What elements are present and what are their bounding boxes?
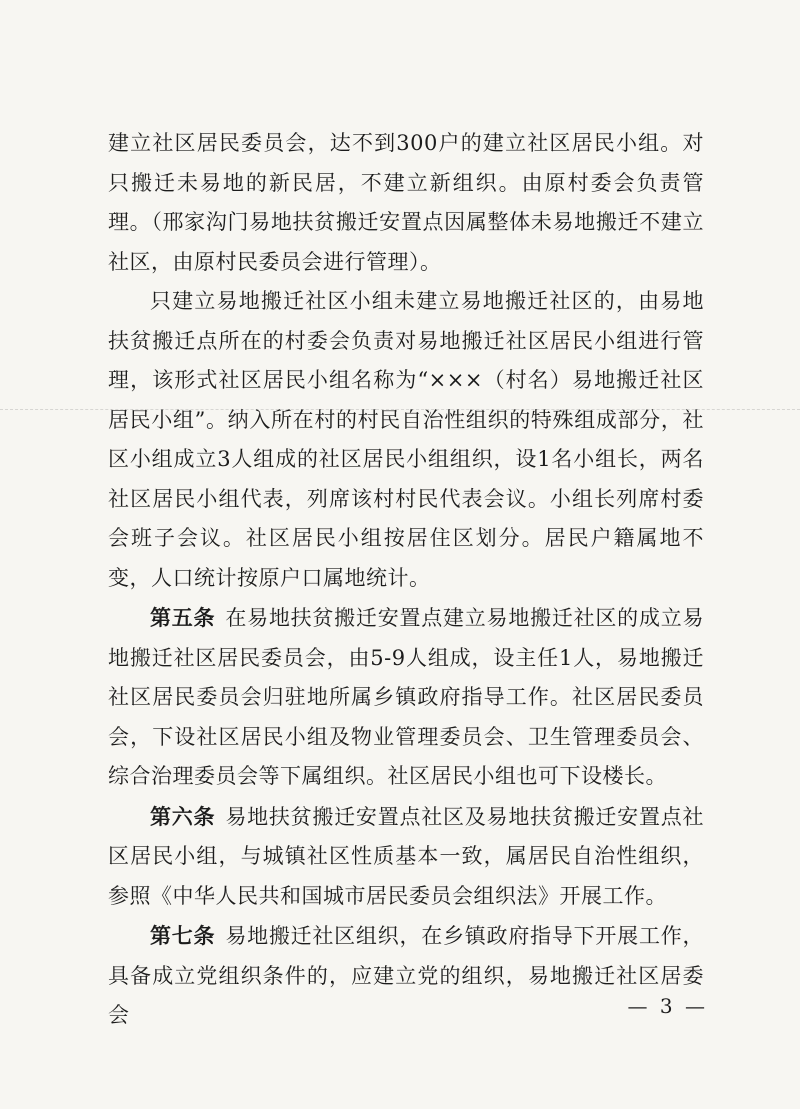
page-number: — 3 — (627, 994, 708, 1018)
scan-artifact-line (0, 409, 800, 410)
article-5 (108, 598, 704, 797)
paragraph-2 (108, 282, 704, 598)
article-6 (108, 797, 704, 917)
article-heading: 第五条 (150, 605, 216, 630)
article-7 (108, 916, 704, 1036)
paragraph-text: 易地扶贫搬迁安置点社区及易地扶贫搬迁安置点社区居民小组，与城镇社区性质基本一致，属居民自治性组织，参照《中华人民共和国城市居民委员会组织法》开展工作。 (108, 804, 704, 908)
paragraph-1 (108, 124, 704, 282)
document-body (108, 124, 704, 1036)
article-heading: 第六条 (150, 803, 216, 829)
paragraph-text: 建立社区居民委员会，达不到300户的建立社区居民小组。对只搬迁未易地的新民居，不建立新组织。由原村委会负责管理。（邢家沟门易地扶贫搬迁安置点因属整体未易地搬迁不建立社区，由原村民委员会进行管理）。 (108, 131, 704, 274)
article-heading: 第七条 (150, 923, 216, 948)
paragraph-text: 在易地扶贫搬迁安置点建立易地搬迁社区的成立易地搬迁社区居民委员会，由5-9人组成，设主任1人，易地搬迁社区居民委员会归驻地所属乡镇政府指导工作。社区居民委员会，下设社区居民小组及物业管理委员会、卫生管理委员会、综合治理委员会等下属组织。社区居民小组也可下设楼长。 (108, 606, 704, 788)
paragraph-text: 易地搬迁社区组织，在乡镇政府指导下开展工作，具备成立党组织条件的，应建立党的组织，易地搬迁社区居委会 (108, 924, 704, 1027)
paragraph-text: 只建立易地搬迁社区小组未建立易地搬迁社区的，由易地扶贫搬迁点所在的村委会负责对易地搬迁社区居民小组进行管理，该形式社区居民小组名称为“×××（村名）易地搬迁社区居民小组”。纳入所在村的村民自治性组织的特殊组成部分，社区小组成立3人组成的社区居民小组组织，设1名小组长，两名社区居民小组代表，列席该村村民代表会议。小组长列席村委会班子会议。社区居民小组按居住区划分。居民户籍属地不变，人口统计按原户口属地统计。 (108, 289, 704, 590)
